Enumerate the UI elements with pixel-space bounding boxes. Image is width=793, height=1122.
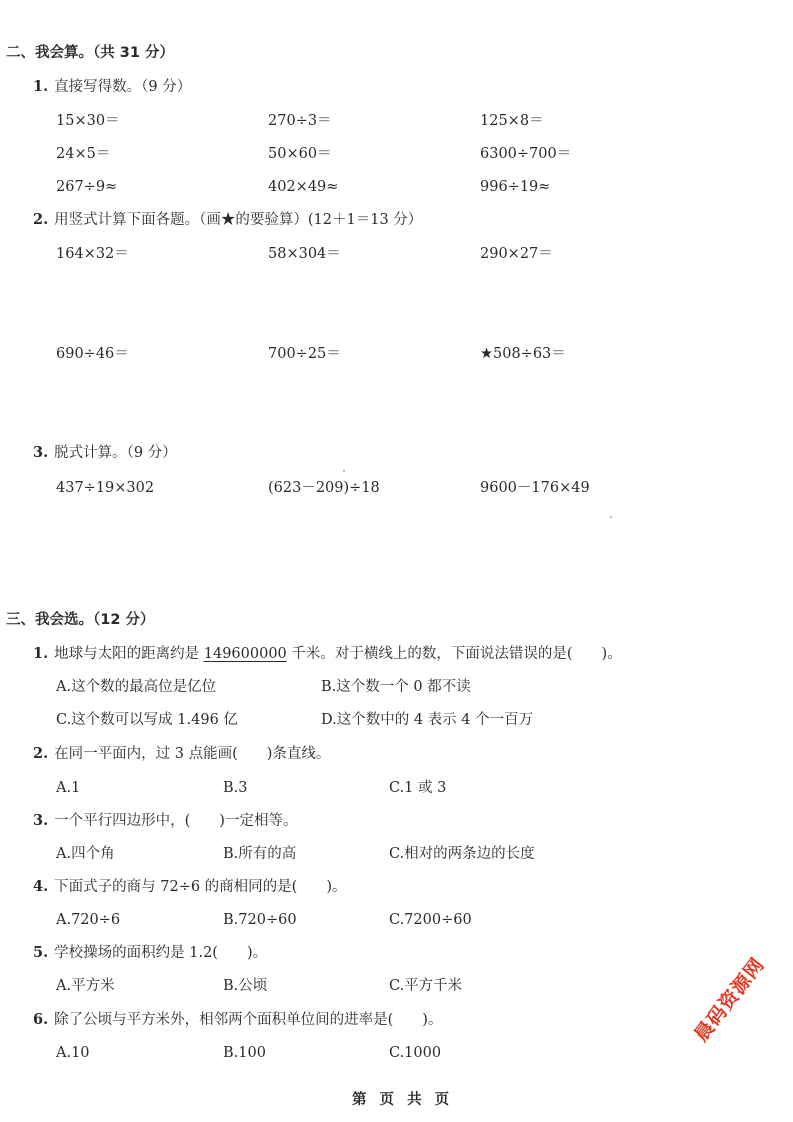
option-b: B.720÷60 <box>223 912 297 928</box>
option-c: C.1000 <box>389 1045 442 1061</box>
option-c: C.这个数可以写成 1.496 亿 <box>56 712 238 728</box>
calc-item: ★508÷63＝ <box>480 346 566 362</box>
question-2-3 <box>33 444 177 462</box>
question-3-2 <box>33 745 330 763</box>
calc-item: 996÷19≈ <box>480 179 551 195</box>
calc-item: 402×49≈ <box>268 179 339 195</box>
question-number: 4. <box>33 878 49 895</box>
question-3-3 <box>33 812 297 830</box>
question-text: 学校操场的面积约是 1.2( )。 <box>54 945 268 961</box>
question-text: 在同一平面内，过 3 点能画( )条直线。 <box>54 746 331 762</box>
calc-item: 6300÷700＝ <box>480 146 572 162</box>
option-c: C.平方千米 <box>389 978 463 994</box>
question-3-5 <box>33 944 267 962</box>
question-number: 3. <box>33 444 49 461</box>
question-number: 1. <box>33 78 49 95</box>
option-a: A.四个角 <box>56 846 115 862</box>
calc-item: 15×30＝ <box>56 113 120 129</box>
calc-item: 437÷19×302 <box>56 480 155 496</box>
calc-item: 50×60＝ <box>268 146 332 162</box>
question-number: 1. <box>33 645 49 662</box>
watermark-logo: 晨码资源网 <box>690 953 770 1047</box>
option-a: A.这个数的最高位是亿位 <box>56 679 217 695</box>
question-text: 用竖式计算下面各题。（画★的要验算）(12＋1＝13 分） <box>54 212 423 228</box>
question-text: 千米。对于横线上的数，下面说法错误的是( )。 <box>286 646 622 662</box>
calc-item: 690÷46＝ <box>56 346 129 362</box>
option-b: B.这个数一个 0 都不读 <box>321 679 471 695</box>
question-3-6 <box>33 1011 442 1029</box>
calc-item: 24×5＝ <box>56 146 111 162</box>
question-number: 5. <box>33 944 49 961</box>
calc-item: 58×304＝ <box>268 246 341 262</box>
calc-item: 290×27＝ <box>480 246 553 262</box>
question-text: 除了公顷与平方米外，相邻两个面积单位间的进率是( )。 <box>54 1012 443 1028</box>
option-c: C.相对的两条边的长度 <box>389 846 535 862</box>
option-b: B.所有的高 <box>223 846 297 862</box>
section-3-title: 三、我会选。（12 分） <box>6 612 155 628</box>
question-number: 2. <box>33 211 49 228</box>
scan-speck <box>343 470 345 472</box>
calc-item: (623－209)÷18 <box>268 480 380 496</box>
question-text: 地球与太阳的距离约是 <box>54 646 204 662</box>
question-text: 一个平行四边形中，( )一定相等。 <box>54 813 298 829</box>
option-c: C.7200÷60 <box>389 912 472 928</box>
calc-item: 267÷9≈ <box>56 179 118 195</box>
section-2-title: 二、我会算。（共 31 分） <box>6 45 175 61</box>
question-3-4 <box>33 878 347 896</box>
scan-speck <box>610 516 612 518</box>
calc-item: 164×32＝ <box>56 246 129 262</box>
option-d: D.这个数中的 4 表示 4 个一百万 <box>321 712 534 728</box>
option-a: A.1 <box>56 780 81 796</box>
question-3-1 <box>33 645 622 663</box>
question-number: 2. <box>33 745 49 762</box>
option-b: B.3 <box>223 780 248 796</box>
option-a: A.平方米 <box>56 978 115 994</box>
question-number: 6. <box>33 1011 49 1028</box>
option-c: C.1 或 3 <box>389 780 447 796</box>
question-text: 脱式计算。（9 分） <box>54 445 177 461</box>
calc-item: 125×8＝ <box>480 113 544 129</box>
option-b: B.100 <box>223 1045 266 1061</box>
calc-item: 700÷25＝ <box>268 346 341 362</box>
underlined-number: 149600000 <box>203 646 287 662</box>
question-number: 3. <box>33 812 49 829</box>
page-footer: 第 页 共 页 <box>352 1092 454 1108</box>
question-2-2 <box>33 211 422 229</box>
calc-item: 270÷3＝ <box>268 113 332 129</box>
option-b: B.公顷 <box>223 978 268 994</box>
option-a: A.10 <box>56 1045 90 1061</box>
option-a: A.720÷6 <box>56 912 121 928</box>
question-text: 下面式子的商与 72÷6 的商相同的是( )。 <box>54 879 347 895</box>
question-text: 直接写得数。（9 分） <box>54 79 192 95</box>
calc-item: 9600－176×49 <box>480 480 590 496</box>
question-2-1 <box>33 78 191 96</box>
